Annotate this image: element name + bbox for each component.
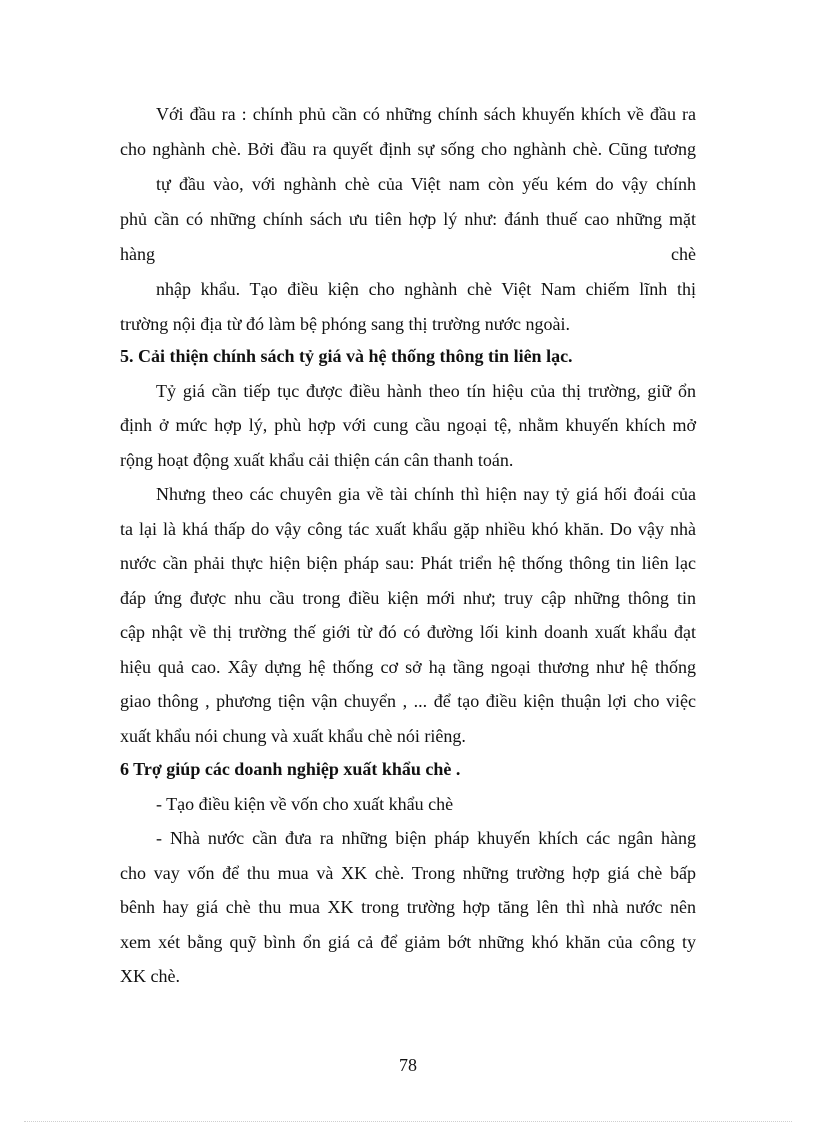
- paragraph-line: trường nội địa từ đó làm bệ phóng sang thị trường nước ngoài.: [120, 314, 571, 334]
- paragraph-line: cập nhật về thị trường thế giới từ đó có đường lối kinh doanh xuất khẩu đạt: [120, 622, 696, 642]
- section-heading-5: 5. Cải thiện chính sách tỷ giá và hệ thống thông tin liên lạc.: [120, 346, 573, 366]
- paragraph-line: giao thông , phương tiện vận chuyển , ... để tạo điều kiện thuận lợi cho việc: [120, 691, 696, 711]
- section-heading-6: 6 Trợ giúp các doanh nghiệp xuất khẩu chè .: [120, 759, 461, 779]
- paragraph-line: đáp ứng được nhu cầu trong điều kiện mới như; truy cập những thông tin: [120, 588, 696, 608]
- paragraph-line: nhập khẩu. Tạo điều kiện cho nghành chè Việt Nam chiếm lĩnh thị: [156, 279, 696, 299]
- paragraph-line: phủ cần có những chính sách ưu tiên hợp lý như: đánh thuế cao những mặt: [120, 209, 696, 229]
- list-item: - Tạo điều kiện về vốn cho xuất khẩu chè: [156, 794, 454, 814]
- paragraph-line: định ở mức hợp lý, phù hợp với cung cầu ngoại tệ, nhằm khuyến khích mở: [120, 415, 696, 435]
- paragraph-line: ta lại là khá thấp do vậy công tác xuất khẩu gặp nhiều khó khăn. Do vậy nhà: [120, 519, 696, 539]
- page-number: 78: [399, 1055, 417, 1075]
- paragraph-line: cho nghành chè. Bởi đầu ra quyết định sự sống cho nghành chè. Cũng tương: [120, 139, 696, 159]
- paragraph-line: XK chè.: [120, 966, 180, 986]
- paragraph-line: hiệu quả cao. Xây dựng hệ thống cơ sở hạ tầng ngoại thương như hệ thống: [120, 657, 696, 677]
- paragraph-line: bênh hay giá chè thu mua XK trong trường hợp tăng lên thì nhà nước nên: [120, 897, 696, 917]
- paragraph-line: xuất khẩu nói chung và xuất khẩu chè nói riêng.: [120, 726, 466, 746]
- list-item: - Nhà nước cần đưa ra những biện pháp khuyến khích các ngân hàng: [156, 828, 696, 848]
- paragraph-line: cho vay vốn để thu mua và XK chè. Trong những trường hợp giá chè bấp: [120, 863, 696, 883]
- paragraph-line: Tỷ giá cần tiếp tục được điều hành theo tín hiệu của thị trường, giữ ổn: [156, 381, 696, 401]
- paragraph-line: Với đầu ra : chính phủ cần có những chính sách khuyến khích về đầu ra: [156, 104, 696, 124]
- paragraph-line: hàng: [120, 244, 155, 264]
- paragraph-line: rộng hoạt động xuất khẩu cải thiện cán cân thanh toán.: [120, 450, 514, 470]
- paragraph-line: Nhưng theo các chuyên gia về tài chính thì hiện nay tỷ giá hối đoái của: [156, 484, 696, 504]
- paragraph-line: xem xét bằng quỹ bình ổn giá cả để giảm bớt những khó khăn của công ty: [120, 932, 696, 952]
- paragraph-line: chè: [671, 244, 696, 264]
- paragraph-line: nước cần phải thực hiện biện pháp sau: Phát triển hệ thống thông tin liên lạc: [120, 553, 696, 573]
- paragraph-line: tự đầu vào, với nghành chè của Việt nam còn yếu kém do vậy chính: [156, 174, 696, 194]
- page-bottom-rule: [24, 1121, 792, 1122]
